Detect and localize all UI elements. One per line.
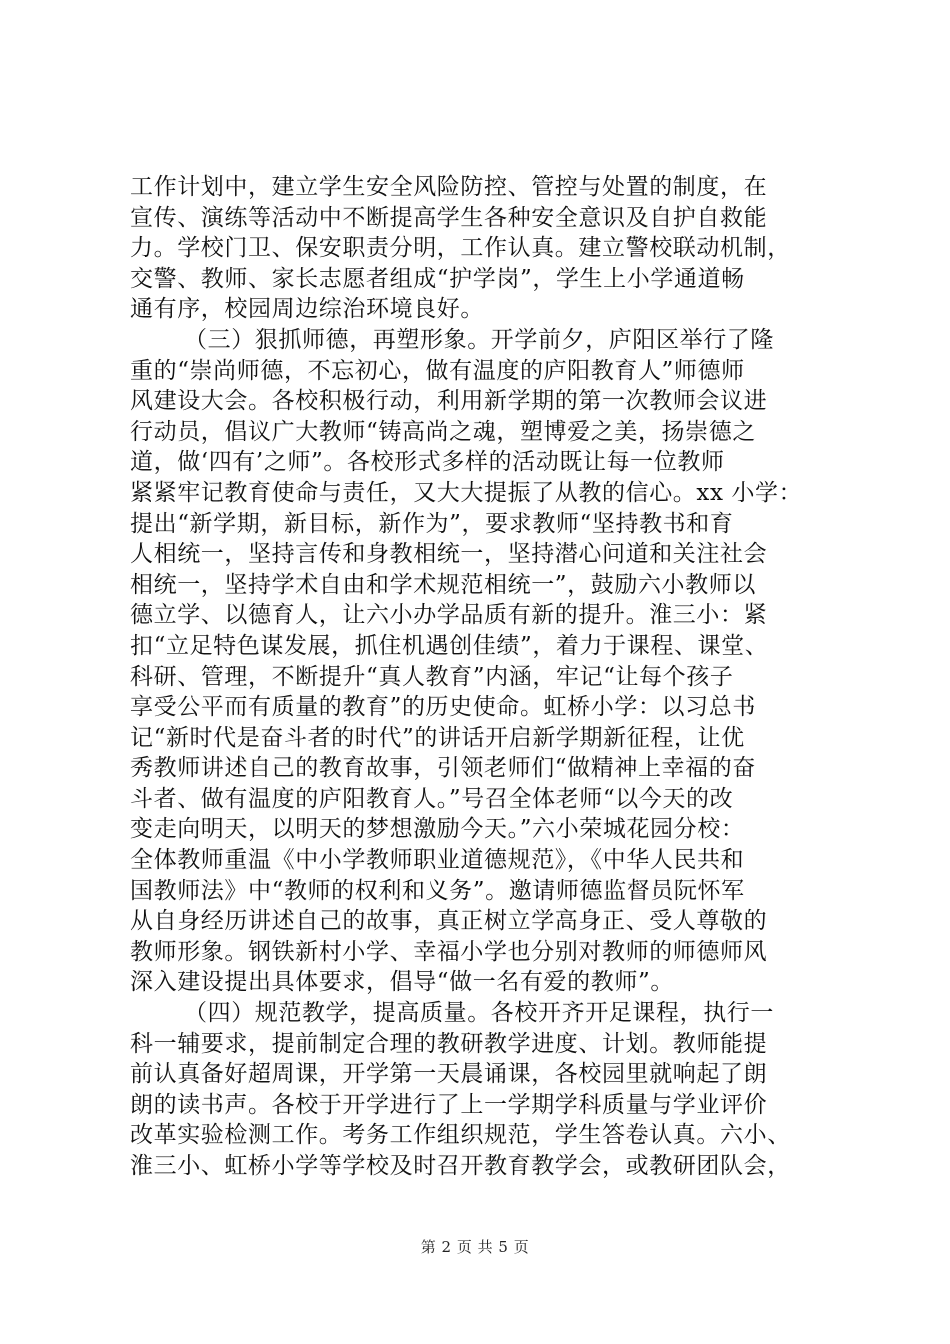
paragraph-start-line: （四）规范教学，提高质量。各校开齐开足课程，执行一 xyxy=(184,1000,774,1027)
text-line: 改革实验检测工作。考务工作组织规范，学生答卷认真。六小、 xyxy=(130,1122,791,1149)
text-line: 提出“新学期，新目标，新作为”，要求教师“坚持教书和育 xyxy=(130,510,734,537)
text-line: 享受公平而有质量的教育”的历史使命。虹桥小学：以习总书 xyxy=(130,694,756,721)
paragraph-start-line: （三）狠抓师德，再塑形象。开学前夕，庐阳区举行了隆 xyxy=(184,326,774,353)
text-line: 工作计划中，建立学生安全风险防控、管控与处置的制度，在 xyxy=(130,174,768,200)
page-footer xyxy=(0,1238,950,1256)
body-text xyxy=(130,172,830,1182)
text-line: 科研、管理，不断提升“真人教育”内涵，牢记“让每个孩子 xyxy=(130,663,734,690)
text-line: 力。学校门卫、保安职责分明，工作认真。建立警校联动机制， xyxy=(130,235,791,262)
text-line: 行动员，倡议广大教师“铸高尚之魂，塑博爱之美，扬崇德之 xyxy=(130,418,756,445)
text-line: 交警、教师、家长志愿者组成“护学岗”，学生上小学通道畅 xyxy=(130,265,745,292)
text-line: 斗者、做有温度的庐阳教育人。”号召全体老师“以今天的改 xyxy=(130,785,734,812)
text-line: 记“新时代是奋斗者的时代”的讲话开启新学期新征程，让优 xyxy=(130,724,745,751)
text-line: 国教师法》中“教师的权利和义务”。邀请师德监督员阮怀军 xyxy=(130,877,745,904)
text-line: 秀教师讲述自己的教育故事，引领老师们“做精神上幸福的奋 xyxy=(130,755,756,782)
text-line: 变走向明天，以明天的梦想激励今天。”六小荣城花园分校： xyxy=(130,816,745,843)
text-line: 教师形象。钢铁新村小学、幸福小学也分别对教师的师德师风 xyxy=(130,938,768,965)
text-line: 宣传、演练等活动中不断提高学生各种安全意识及自护自救能 xyxy=(130,204,768,231)
text-line: 德立学、以德育人，让六小办学品质有新的提升。淮三小：紧 xyxy=(130,602,768,629)
text-line: 人相统一，坚持言传和身教相统一，坚持潜心问道和关注社会 xyxy=(130,541,768,568)
text-line: 从自身经历讲述自己的故事，真正树立学高身正、受人尊敬的 xyxy=(130,908,768,935)
text-line: 深入建设提出具体要求，倡导“做一名有爱的教师”。 xyxy=(130,969,674,996)
text-line: 全体教师重温《中小学教师职业道德规范》，《中华人民共和 xyxy=(130,847,745,874)
text-line: 扣“立足特色谋发展，抓住机遇创佳绩”，着力于课程、课堂、 xyxy=(130,632,769,659)
text-line: 道，做‘四有’之师”。各校形式多样的活动既让每一位教师 xyxy=(130,449,725,476)
text-line: 前认真备好超周课，开学第一天晨诵课，各校园里就响起了朗 xyxy=(130,1061,768,1088)
text-line: 朗的读书声。各校于开学进行了上一学期学科质量与学业评价 xyxy=(130,1091,768,1118)
text-line: 风建设大会。各校积极行动，利用新学期的第一次教师会议进 xyxy=(130,388,768,415)
text-line: 通有序，校园周边综治环境良好。 xyxy=(130,296,484,323)
text-line: 重的“崇尚师德，不忘初心，做有温度的庐阳教育人”师德师 xyxy=(130,357,745,384)
page-number-label: 第 2 页 共 5 页 xyxy=(420,1238,530,1256)
text-line: 紧紧牢记教育使命与责任，又大大提振了从教的信心。xx 小学： xyxy=(130,479,803,506)
text-line: 淮三小、虹桥小学等学校及时召开教育教学会，或教研团队会， xyxy=(130,1153,791,1179)
text-line: 相统一，坚持学术自由和学术规范相统一”，鼓励六小教师以 xyxy=(130,571,756,598)
text-line: 科一辅要求，提前制定合理的教研教学进度、计划。教师能提 xyxy=(130,1030,768,1057)
